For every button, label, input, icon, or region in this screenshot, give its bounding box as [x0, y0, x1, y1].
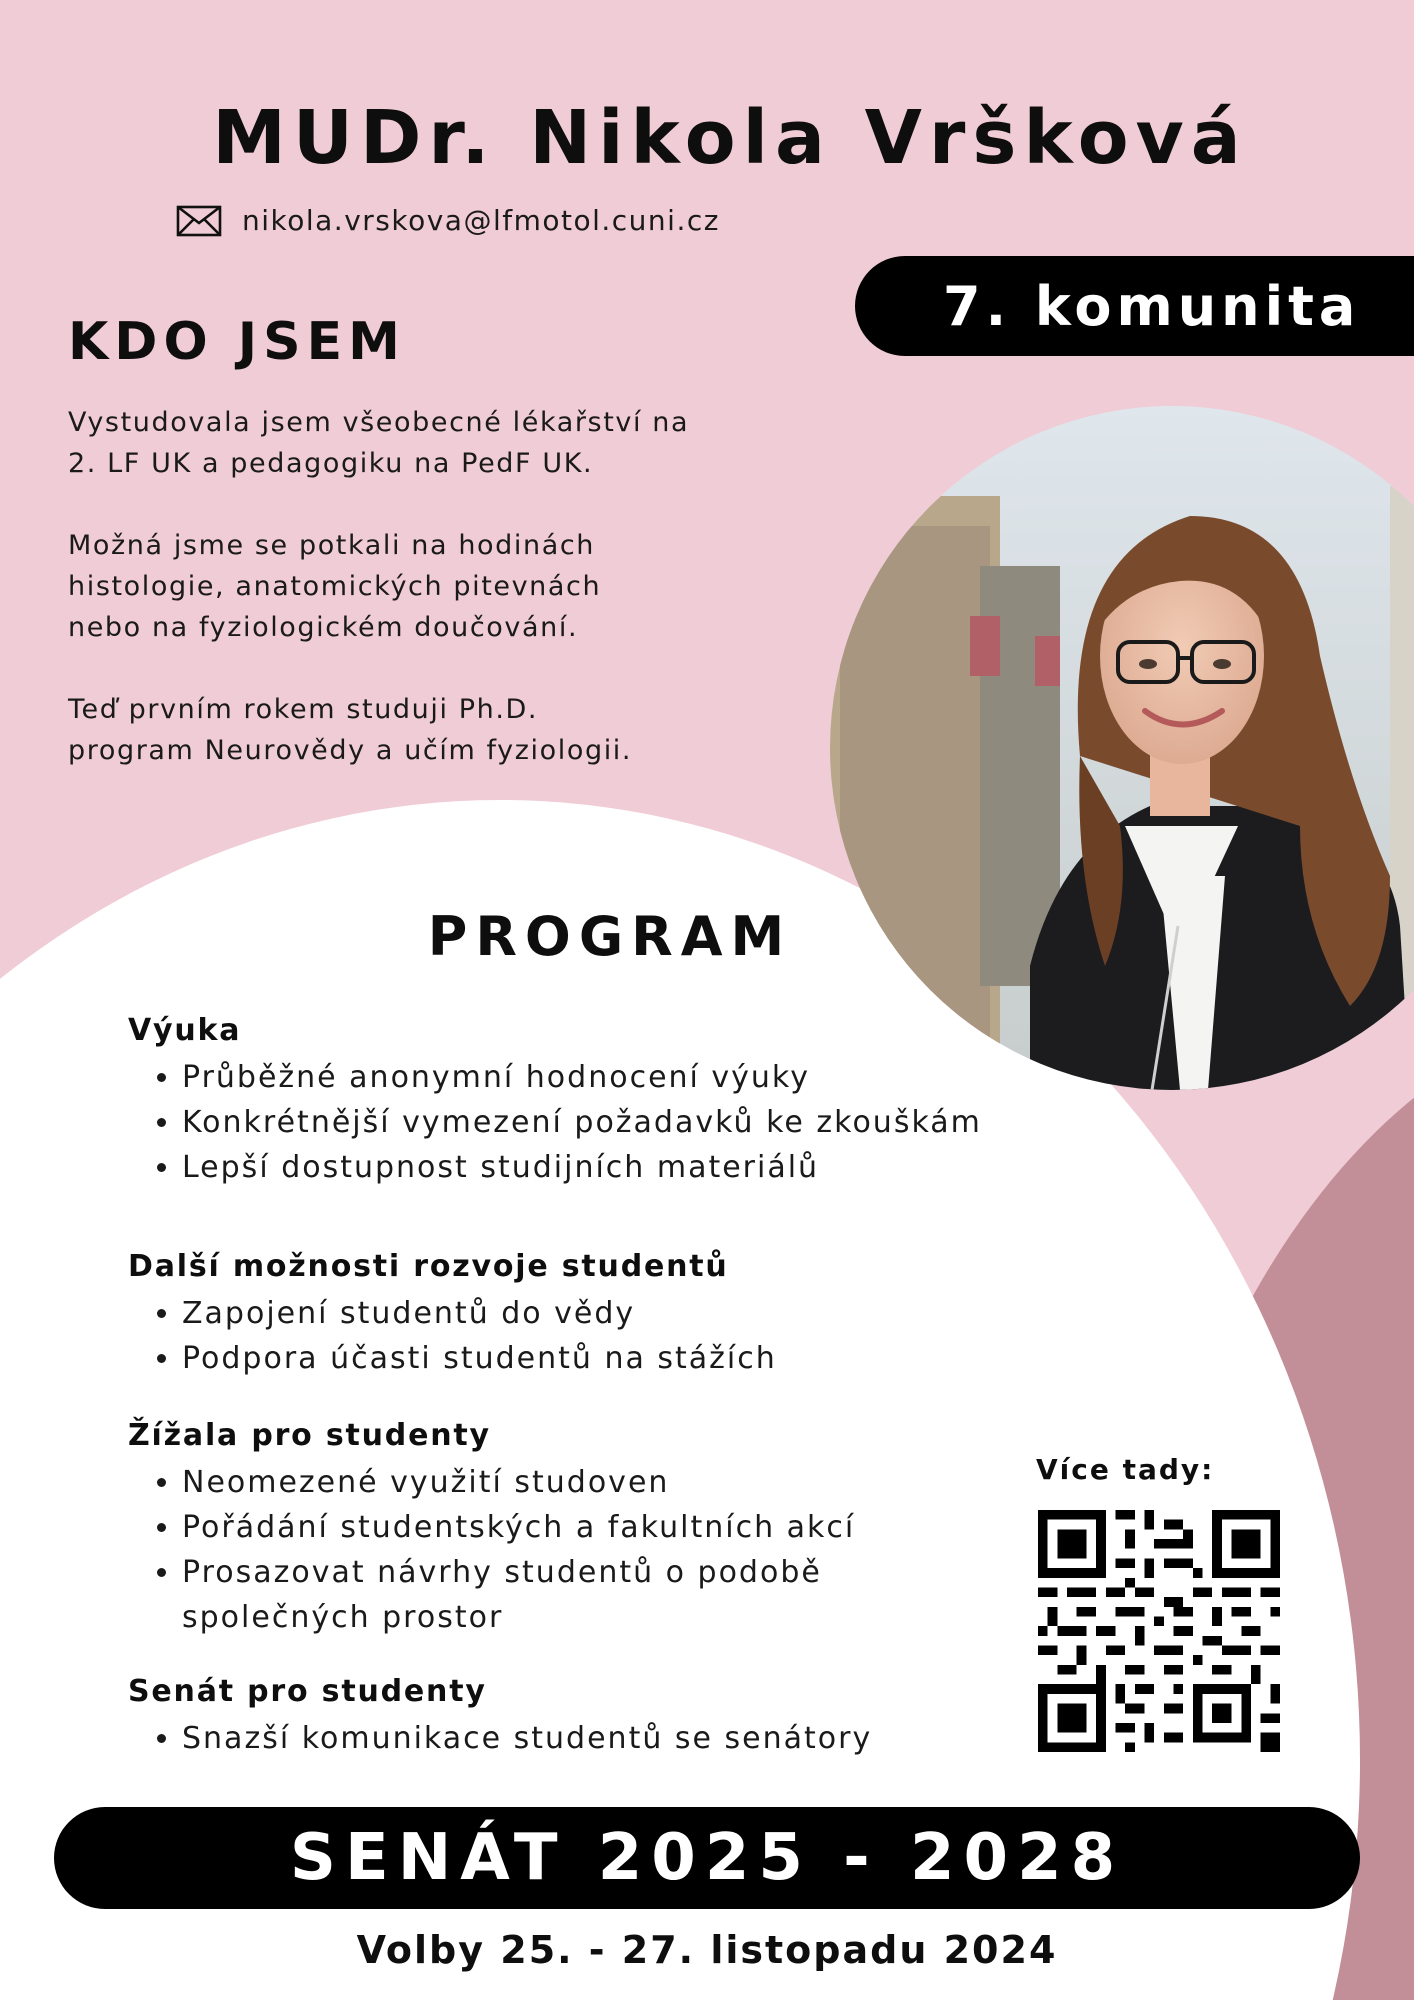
- program-section-senat: [128, 1672, 872, 1761]
- about-line: program Neurovědy a učím fyziologii.: [68, 735, 633, 766]
- email-row[interactable]: [176, 204, 720, 237]
- about-paragraph-1: [68, 402, 788, 484]
- list-item: • Prosazovat návrhy studentů o podobě společných prostor: [182, 1550, 948, 1640]
- senate-term-bar: [54, 1807, 1360, 1909]
- list-item: • Podpora účasti studentů na stážích: [182, 1336, 777, 1381]
- program-section-vyuka: [128, 1011, 982, 1190]
- list-item: • Lepší dostupnost studijních materiálů: [182, 1145, 982, 1190]
- about-line: histologie, anatomických pitevnách: [68, 571, 602, 602]
- program-section-zizala: [128, 1416, 948, 1640]
- section-title: Senát pro studenty: [128, 1674, 487, 1709]
- envelope-icon: [176, 205, 222, 237]
- bullet-list: [128, 1291, 777, 1381]
- section-title: Další možnosti rozvoje studentů: [128, 1249, 729, 1284]
- about-line: Teď prvním rokem studuji Ph.D.: [68, 694, 539, 725]
- bullet-list: [128, 1055, 982, 1190]
- community-badge: [855, 256, 1414, 356]
- qr-label: Více tady:: [1036, 1453, 1215, 1486]
- candidate-name: MUDr. Nikola Vršková: [212, 95, 1248, 181]
- about-heading: KDO JSEM: [68, 312, 406, 372]
- email-link[interactable]: nikola.vrskova@lfmotol.cuni.cz: [242, 204, 720, 237]
- election-dates: Volby 25. - 27. listopadu 2024: [356, 1928, 1058, 1972]
- list-item: • Průběžné anonymní hodnocení výuky: [182, 1055, 982, 1100]
- program-heading: PROGRAM: [427, 905, 793, 968]
- list-item: • Neomezené využití studoven: [182, 1460, 948, 1505]
- about-paragraph-2: [68, 525, 788, 648]
- section-title: Žížala pro studenty: [128, 1418, 491, 1453]
- bullet-list: [128, 1460, 948, 1640]
- about-line: nebo na fyziologickém doučování.: [68, 612, 579, 643]
- bullet-list: [128, 1716, 872, 1761]
- list-item: • Pořádání studentských a fakultních akcí: [182, 1505, 948, 1550]
- about-line: Vystudovala jsem všeobecné lékařství na: [68, 407, 690, 438]
- about-line: 2. LF UK a pedagogiku na PedF UK.: [68, 448, 594, 479]
- list-item: • Snazší komunikace studentů se senátory: [182, 1716, 872, 1761]
- list-item: • Konkrétnější vymezení požadavků ke zkouškám: [182, 1100, 982, 1145]
- program-section-rozvoj: [128, 1247, 777, 1381]
- about-line: Možná jsme se potkali na hodinách: [68, 530, 596, 561]
- senate-term-label: SENÁT 2025 - 2028: [289, 1821, 1125, 1895]
- qr-code-icon[interactable]: [1038, 1510, 1280, 1752]
- section-title: Výuka: [128, 1013, 242, 1048]
- about-paragraph-3: [68, 689, 788, 771]
- community-label: 7. komunita: [943, 274, 1361, 338]
- list-item: • Zapojení studentů do vědy: [182, 1291, 777, 1336]
